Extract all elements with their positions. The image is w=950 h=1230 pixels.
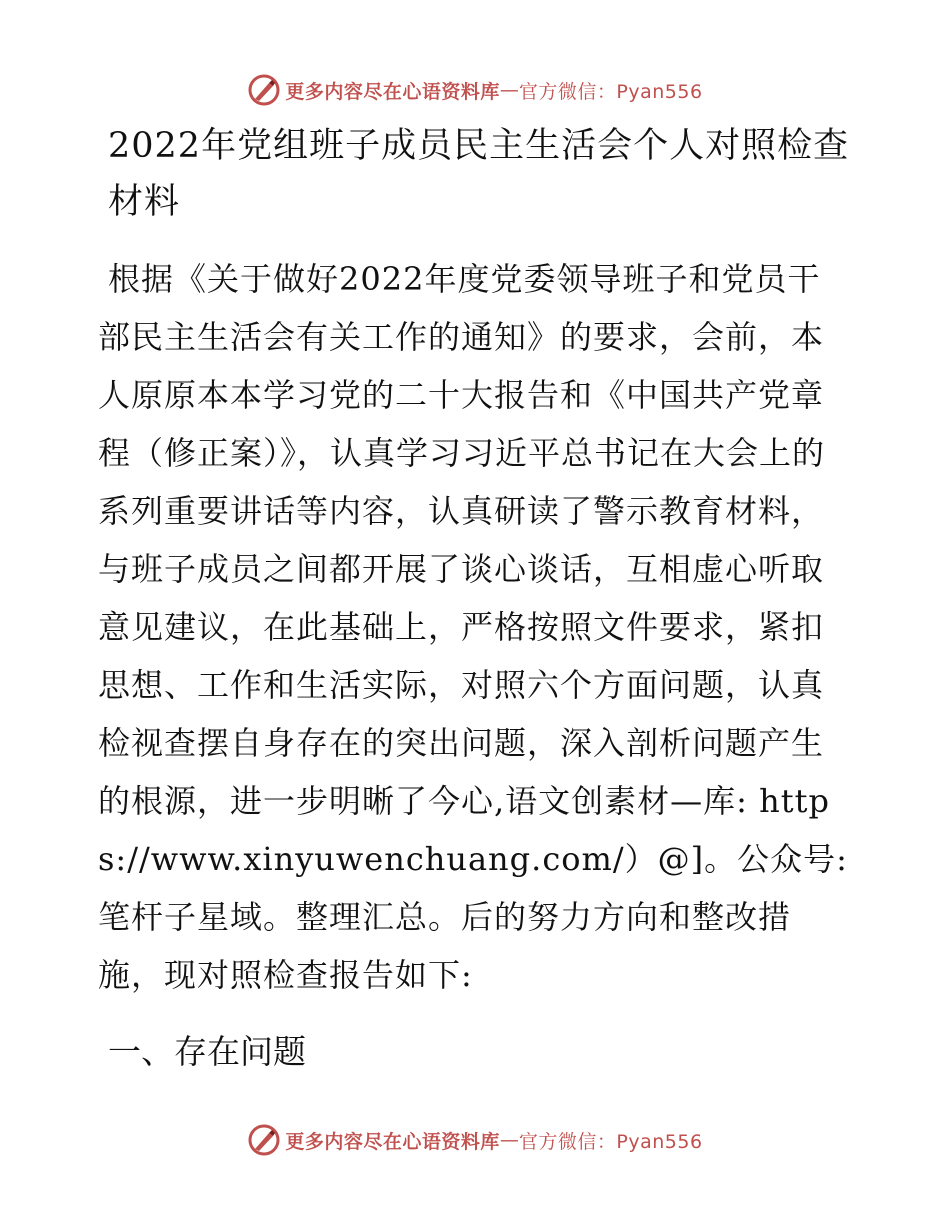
banner-wechat: 官方微信：Pyan556: [518, 1130, 703, 1153]
section-heading: 一、存在问题: [108, 1032, 306, 1071]
banner-separator: —: [499, 1129, 519, 1151]
pen-logo-icon: [247, 73, 281, 107]
document-body: [98, 118, 850, 1080]
header-banner: [0, 70, 950, 110]
page-title: 2022年党组班子成员民主生活会个人对照检查材料: [108, 126, 850, 222]
banner-separator: —: [499, 79, 519, 101]
pen-logo-icon: [247, 1123, 281, 1157]
intro-paragraph: 根据《关于做好2022年度党委领导班子和党员干部民主生活会有关工作的通知》的要求，会前，本人原原本本学习党的二十大报告和《中国共产党章程（修正案）》，认真学习习近平总书记在大会上的系列重要讲话等内容，认真研读了警示教育材料，与班子成员之间都开展了谈心谈话，互相虚心听取意见建议，在此基础上，严格按照文件要求，紧扣思想、工作和生活实际，对照六个方面问题，认真检视查摆自身存在的突出问题，深入剖析问题产生的根源，进一步明晰了今心,语文创素材—库: https://www.xinyuwenchuang.com/）@]。公众号: 笔杆子星域。整理汇总。后的努力方向和整改措施，现对照检查报告如下:: [98, 260, 848, 994]
banner-text: 更多内容尽在心语资料库: [285, 1130, 500, 1153]
footer-banner: [0, 1120, 950, 1160]
banner-wechat: 官方微信：Pyan556: [518, 80, 703, 103]
banner-text: 更多内容尽在心语资料库: [285, 80, 500, 103]
